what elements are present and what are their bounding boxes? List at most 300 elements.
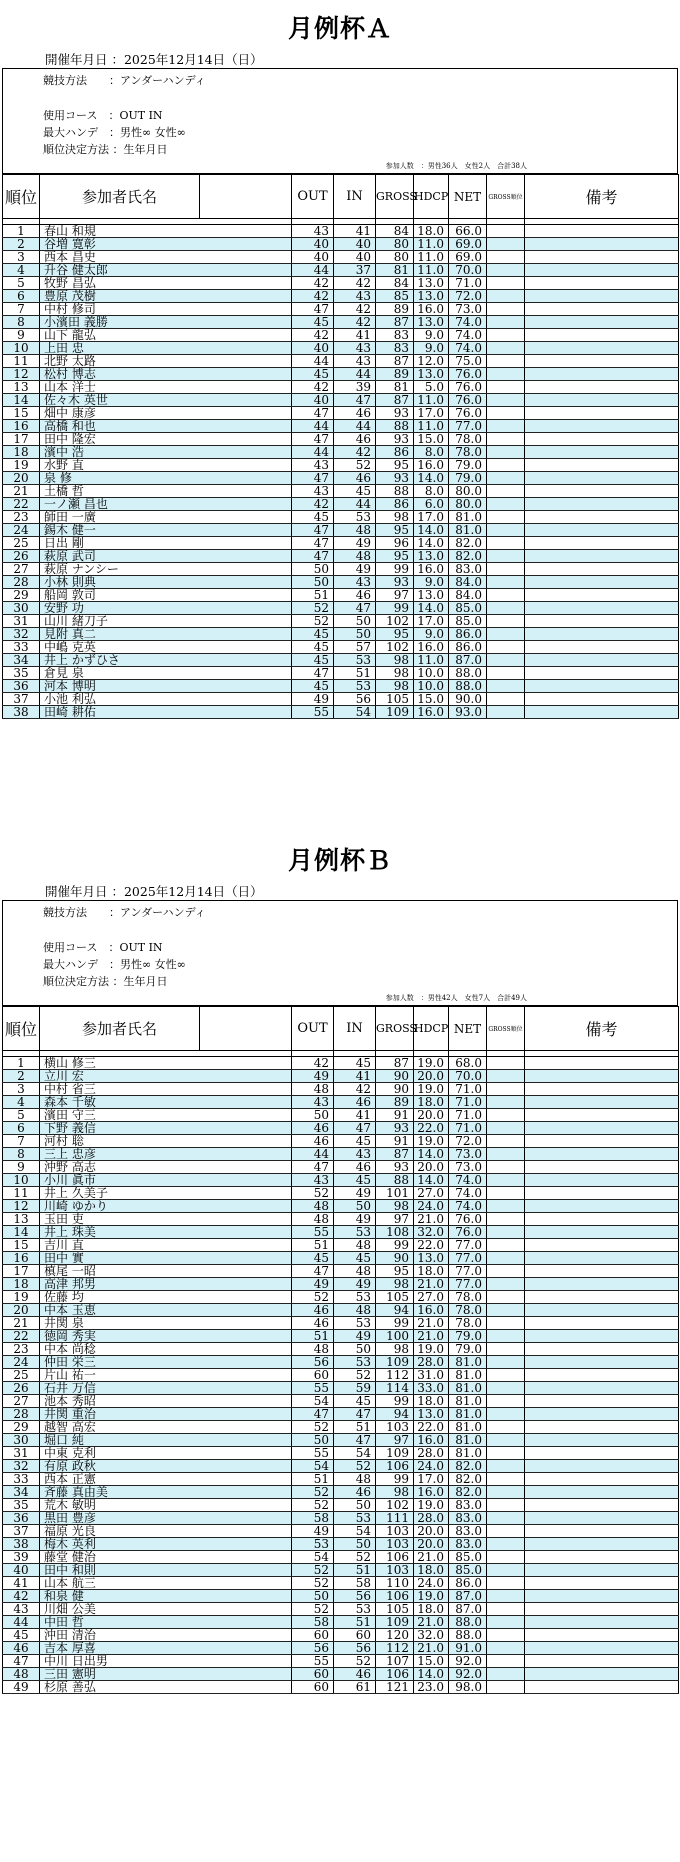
rank-cell: 15 — [3, 407, 40, 420]
gross-rank-cell — [487, 1408, 525, 1421]
gross-rank-cell — [487, 524, 525, 537]
table-row — [3, 1083, 679, 1096]
in-cell: 44 — [334, 498, 376, 511]
hdcp-cell: 22.0 — [414, 1239, 449, 1252]
name-extra-cell — [200, 459, 292, 472]
hdcp-cell: 22.0 — [414, 1122, 449, 1135]
in-cell: 45 — [334, 1395, 376, 1408]
max-handicap: 最大ハンデ ：男性∞ 女性∞ — [43, 958, 186, 971]
out-cell: 46 — [292, 1135, 334, 1148]
rank-cell: 11 — [3, 355, 40, 368]
hdcp-cell: 24.0 — [414, 1577, 449, 1590]
name-cell: 錫木 健一 — [40, 524, 200, 537]
remarks-cell — [525, 1538, 679, 1551]
gross-rank-cell — [487, 420, 525, 433]
out-cell: 55 — [292, 1382, 334, 1395]
name-cell: 船岡 敦司 — [40, 589, 200, 602]
gross-rank-cell — [487, 316, 525, 329]
table-row — [3, 1187, 679, 1200]
table-row — [3, 511, 679, 524]
hdcp-cell: 11.0 — [414, 238, 449, 251]
gross-rank-cell — [487, 1213, 525, 1226]
rank-cell: 45 — [3, 1629, 40, 1642]
out-cell: 51 — [292, 589, 334, 602]
name-cell: 中村 省三 — [40, 1083, 200, 1096]
table-row — [3, 1135, 679, 1148]
rank-cell: 20 — [3, 1304, 40, 1317]
in-cell: 45 — [334, 1135, 376, 1148]
rank-cell: 4 — [3, 264, 40, 277]
net-cell: 77.0 — [449, 1265, 487, 1278]
hdcp-cell: 23.0 — [414, 1681, 449, 1694]
name-cell: 中川 日出男 — [40, 1655, 200, 1668]
name-extra-cell — [200, 1317, 292, 1330]
gross-rank-cell — [487, 1655, 525, 1668]
gross-rank-cell — [487, 1551, 525, 1564]
name-cell: 小池 利弘 — [40, 693, 200, 706]
table-row — [3, 1109, 679, 1122]
name-cell: 吉本 厚喜 — [40, 1642, 200, 1655]
remarks-cell — [525, 459, 679, 472]
gross-cell: 80 — [376, 251, 414, 264]
out-cell: 47 — [292, 524, 334, 537]
remarks-cell — [525, 1590, 679, 1603]
gross-cell: 98 — [376, 1200, 414, 1213]
hdcp-cell: 14.0 — [414, 1174, 449, 1187]
gross-rank-cell — [487, 1473, 525, 1486]
in-cell: 53 — [334, 1356, 376, 1369]
in-cell: 41 — [334, 225, 376, 238]
gross-cell: 109 — [376, 706, 414, 719]
rank-cell: 15 — [3, 1239, 40, 1252]
net-cell: 85.0 — [449, 615, 487, 628]
in-cell: 47 — [334, 602, 376, 615]
rank-cell: 1 — [3, 225, 40, 238]
gross-rank-cell — [487, 1226, 525, 1239]
in-cell: 53 — [334, 511, 376, 524]
remarks-cell — [525, 433, 679, 446]
remarks-cell — [525, 1239, 679, 1252]
name-cell: 佐々木 英世 — [40, 394, 200, 407]
table-row — [3, 537, 679, 550]
gross-cell: 87 — [376, 394, 414, 407]
in-cell: 50 — [334, 628, 376, 641]
name-extra-cell — [200, 1109, 292, 1122]
rank-cell: 6 — [3, 290, 40, 303]
hdcp-cell: 9.0 — [414, 342, 449, 355]
name-cell: 萩原 武司 — [40, 550, 200, 563]
name-extra-cell — [200, 355, 292, 368]
out-cell: 45 — [292, 628, 334, 641]
header-rank: 順位 — [3, 175, 40, 219]
gross-rank-cell — [487, 1564, 525, 1577]
course-used: 使用コース ：OUT IN — [43, 941, 163, 954]
net-cell: 98.0 — [449, 1681, 487, 1694]
gross-cell: 83 — [376, 342, 414, 355]
gross-rank-cell — [487, 576, 525, 589]
remarks-cell — [525, 1200, 679, 1213]
remarks-cell — [525, 342, 679, 355]
gross-cell: 106 — [376, 1668, 414, 1681]
gross-rank-cell — [487, 1525, 525, 1538]
rank-cell: 38 — [3, 706, 40, 719]
name-extra-cell — [200, 1213, 292, 1226]
hdcp-cell: 16.0 — [414, 459, 449, 472]
hdcp-cell: 14.0 — [414, 537, 449, 550]
net-cell: 83.0 — [449, 563, 487, 576]
hdcp-cell: 18.0 — [414, 1096, 449, 1109]
name-cell: 中本 尚稔 — [40, 1343, 200, 1356]
name-cell: 有原 政秋 — [40, 1460, 200, 1473]
gross-cell: 98 — [376, 1278, 414, 1291]
order-rule: 順位決定方法 ：生年月日 — [43, 975, 168, 988]
table-row — [3, 225, 679, 238]
name-extra-cell — [200, 1200, 292, 1213]
net-cell: 83.0 — [449, 1538, 487, 1551]
gross-cell: 99 — [376, 1395, 414, 1408]
gross-cell: 89 — [376, 1096, 414, 1109]
table-row — [3, 1252, 679, 1265]
name-cell: 小川 眞市 — [40, 1174, 200, 1187]
in-cell: 42 — [334, 303, 376, 316]
name-extra-cell — [200, 1655, 292, 1668]
out-cell: 47 — [292, 303, 334, 316]
out-cell: 45 — [292, 680, 334, 693]
course-used: 使用コース ：OUT IN — [43, 109, 163, 122]
in-cell: 48 — [334, 1265, 376, 1278]
name-extra-cell — [200, 1239, 292, 1252]
name-cell: 安野 功 — [40, 602, 200, 615]
gross-cell: 83 — [376, 329, 414, 342]
table-row — [3, 1499, 679, 1512]
net-cell: 72.0 — [449, 1135, 487, 1148]
rank-cell: 22 — [3, 498, 40, 511]
out-cell: 52 — [292, 615, 334, 628]
hdcp-cell: 19.0 — [414, 1590, 449, 1603]
hdcp-cell: 12.0 — [414, 355, 449, 368]
gross-cell: 88 — [376, 1174, 414, 1187]
gross-rank-cell — [487, 1499, 525, 1512]
table-row — [3, 264, 679, 277]
gross-rank-cell — [487, 1083, 525, 1096]
rank-cell: 23 — [3, 1343, 40, 1356]
gross-rank-cell — [487, 680, 525, 693]
gross-rank-cell — [487, 1252, 525, 1265]
hdcp-cell: 13.0 — [414, 589, 449, 602]
hdcp-cell: 20.0 — [414, 1525, 449, 1538]
table-row — [3, 1161, 679, 1174]
out-cell: 42 — [292, 1057, 334, 1070]
out-cell: 50 — [292, 1434, 334, 1447]
gross-rank-cell — [487, 563, 525, 576]
name-extra-cell — [200, 1265, 292, 1278]
name-cell: 中本 玉恵 — [40, 1304, 200, 1317]
remarks-cell — [525, 251, 679, 264]
rank-cell: 42 — [3, 1590, 40, 1603]
gross-cell: 81 — [376, 264, 414, 277]
name-extra-cell — [200, 225, 292, 238]
gross-cell: 111 — [376, 1512, 414, 1525]
gross-cell: 98 — [376, 1343, 414, 1356]
net-cell: 76.0 — [449, 368, 487, 381]
rank-cell: 30 — [3, 1434, 40, 1447]
out-cell: 47 — [292, 1161, 334, 1174]
name-extra-cell — [200, 1512, 292, 1525]
gross-cell: 108 — [376, 1226, 414, 1239]
out-cell: 43 — [292, 1174, 334, 1187]
in-cell: 48 — [334, 550, 376, 563]
out-cell: 44 — [292, 264, 334, 277]
net-cell: 79.0 — [449, 1343, 487, 1356]
out-cell: 47 — [292, 550, 334, 563]
gross-cell: 114 — [376, 1382, 414, 1395]
in-cell: 47 — [334, 394, 376, 407]
hdcp-cell: 8.0 — [414, 446, 449, 459]
gross-rank-cell — [487, 1057, 525, 1070]
table-row — [3, 433, 679, 446]
rank-cell: 28 — [3, 576, 40, 589]
rank-cell: 19 — [3, 1291, 40, 1304]
hdcp-cell: 15.0 — [414, 1655, 449, 1668]
name-cell: 中東 克利 — [40, 1447, 200, 1460]
net-cell: 76.0 — [449, 407, 487, 420]
net-cell: 93.0 — [449, 706, 487, 719]
net-cell: 73.0 — [449, 1148, 487, 1161]
name-cell: 斉藤 真由美 — [40, 1486, 200, 1499]
out-cell: 49 — [292, 693, 334, 706]
table-row — [3, 1200, 679, 1213]
rank-cell: 24 — [3, 524, 40, 537]
name-cell: 福原 光良 — [40, 1525, 200, 1538]
gross-cell: 96 — [376, 537, 414, 550]
rank-cell: 34 — [3, 654, 40, 667]
participant-counts: 参加人数 ：男性36人 女性2人 合計38人 — [385, 162, 527, 170]
table-row — [3, 342, 679, 355]
hdcp-cell: 20.0 — [414, 1538, 449, 1551]
out-cell: 48 — [292, 1343, 334, 1356]
gross-cell: 84 — [376, 225, 414, 238]
rank-cell: 9 — [3, 1161, 40, 1174]
net-cell: 78.0 — [449, 1291, 487, 1304]
gross-cell: 90 — [376, 1083, 414, 1096]
remarks-cell — [525, 1447, 679, 1460]
out-cell: 46 — [292, 1317, 334, 1330]
name-cell: 北野 太路 — [40, 355, 200, 368]
gross-rank-cell — [487, 615, 525, 628]
out-cell: 60 — [292, 1681, 334, 1694]
out-cell: 52 — [292, 1421, 334, 1434]
in-cell: 53 — [334, 1317, 376, 1330]
remarks-cell — [525, 446, 679, 459]
out-cell: 46 — [292, 1304, 334, 1317]
net-cell: 78.0 — [449, 1317, 487, 1330]
net-cell: 82.0 — [449, 537, 487, 550]
gross-cell: 98 — [376, 680, 414, 693]
hdcp-cell: 11.0 — [414, 654, 449, 667]
out-cell: 44 — [292, 1148, 334, 1161]
table-row — [3, 1577, 679, 1590]
gross-cell: 87 — [376, 355, 414, 368]
hdcp-cell: 20.0 — [414, 1070, 449, 1083]
in-cell: 60 — [334, 1629, 376, 1642]
table-row — [3, 316, 679, 329]
net-cell: 74.0 — [449, 329, 487, 342]
in-cell: 44 — [334, 368, 376, 381]
remarks-cell — [525, 654, 679, 667]
rank-cell: 9 — [3, 329, 40, 342]
hdcp-cell: 5.0 — [414, 381, 449, 394]
net-cell: 73.0 — [449, 1161, 487, 1174]
gross-cell: 86 — [376, 446, 414, 459]
net-cell: 76.0 — [449, 1213, 487, 1226]
remarks-cell — [525, 1109, 679, 1122]
hdcp-cell: 22.0 — [414, 1421, 449, 1434]
gross-rank-cell — [487, 1174, 525, 1187]
table-row — [3, 290, 679, 303]
name-extra-cell — [200, 1577, 292, 1590]
header-hdcp: HDCP — [414, 175, 449, 219]
remarks-cell — [525, 1564, 679, 1577]
name-extra-cell — [200, 381, 292, 394]
remarks-cell — [525, 1083, 679, 1096]
net-cell: 76.0 — [449, 381, 487, 394]
name-extra-cell — [200, 485, 292, 498]
name-extra-cell — [200, 329, 292, 342]
rank-cell: 37 — [3, 693, 40, 706]
rank-cell: 30 — [3, 602, 40, 615]
in-cell: 52 — [334, 1369, 376, 1382]
net-cell: 88.0 — [449, 1629, 487, 1642]
out-cell: 42 — [292, 329, 334, 342]
in-cell: 46 — [334, 472, 376, 485]
name-cell: 井関 泉 — [40, 1317, 200, 1330]
net-cell: 79.0 — [449, 459, 487, 472]
table-row — [3, 1590, 679, 1603]
name-extra-cell — [200, 342, 292, 355]
remarks-cell — [525, 1135, 679, 1148]
name-cell: 師田 一廣 — [40, 511, 200, 524]
gross-rank-cell — [487, 537, 525, 550]
gross-rank-cell — [487, 1642, 525, 1655]
max-handicap: 最大ハンデ ：男性∞ 女性∞ — [43, 126, 186, 139]
in-cell: 37 — [334, 264, 376, 277]
in-cell: 43 — [334, 290, 376, 303]
gross-rank-cell — [487, 1616, 525, 1629]
gross-rank-cell — [487, 1109, 525, 1122]
table-row — [3, 1343, 679, 1356]
name-cell: 高橋 和也 — [40, 420, 200, 433]
remarks-cell — [525, 368, 679, 381]
gross-rank-cell — [487, 550, 525, 563]
header-gross: GROSS — [376, 1007, 414, 1051]
hdcp-cell: 14.0 — [414, 602, 449, 615]
table-row — [3, 1096, 679, 1109]
competition-method: 競技方法 ：アンダーハンディ — [43, 906, 206, 919]
name-cell: 槙尾 一昭 — [40, 1265, 200, 1278]
table-row — [3, 1239, 679, 1252]
gross-cell: 95 — [376, 459, 414, 472]
net-cell: 81.0 — [449, 1369, 487, 1382]
in-cell: 45 — [334, 1252, 376, 1265]
rank-cell: 3 — [3, 251, 40, 264]
table-row — [3, 1629, 679, 1642]
table-row — [3, 1226, 679, 1239]
rank-cell: 31 — [3, 615, 40, 628]
out-cell: 42 — [292, 277, 334, 290]
net-cell: 85.0 — [449, 602, 487, 615]
hdcp-cell: 27.0 — [414, 1187, 449, 1200]
net-cell: 81.0 — [449, 1447, 487, 1460]
out-cell: 40 — [292, 238, 334, 251]
remarks-cell — [525, 537, 679, 550]
gross-rank-cell — [487, 238, 525, 251]
in-cell: 48 — [334, 1239, 376, 1252]
name-extra-cell — [200, 1395, 292, 1408]
in-cell: 54 — [334, 1447, 376, 1460]
table-row — [3, 615, 679, 628]
out-cell: 45 — [292, 368, 334, 381]
remarks-cell — [525, 1265, 679, 1278]
in-cell: 53 — [334, 1291, 376, 1304]
net-cell: 86.0 — [449, 1577, 487, 1590]
out-cell: 47 — [292, 537, 334, 550]
table-row — [3, 667, 679, 680]
net-cell: 72.0 — [449, 290, 487, 303]
out-cell: 60 — [292, 1668, 334, 1681]
table-row — [3, 407, 679, 420]
gross-cell: 95 — [376, 1265, 414, 1278]
gross-rank-cell — [487, 1356, 525, 1369]
name-cell: 倉見 泉 — [40, 667, 200, 680]
rank-cell: 27 — [3, 563, 40, 576]
hdcp-cell: 21.0 — [414, 1551, 449, 1564]
gross-rank-cell — [487, 329, 525, 342]
hdcp-cell: 28.0 — [414, 1512, 449, 1525]
in-cell: 45 — [334, 1174, 376, 1187]
in-cell: 52 — [334, 1460, 376, 1473]
in-cell: 51 — [334, 1421, 376, 1434]
in-cell: 46 — [334, 433, 376, 446]
out-cell: 48 — [292, 1083, 334, 1096]
header-rank: 順位 — [3, 1007, 40, 1051]
table-row — [3, 498, 679, 511]
net-cell: 68.0 — [449, 1057, 487, 1070]
gross-rank-cell — [487, 1070, 525, 1083]
gross-rank-cell — [487, 1447, 525, 1460]
name-extra-cell — [200, 1447, 292, 1460]
remarks-cell — [525, 615, 679, 628]
gross-rank-cell — [487, 628, 525, 641]
name-cell: 山本 航三 — [40, 1577, 200, 1590]
name-cell: 川畑 公美 — [40, 1603, 200, 1616]
remarks-cell — [525, 316, 679, 329]
out-cell: 43 — [292, 225, 334, 238]
hdcp-cell: 18.0 — [414, 1265, 449, 1278]
in-cell: 42 — [334, 277, 376, 290]
remarks-cell — [525, 264, 679, 277]
event-date: 開催年月日 ：2025年12月14日（日） — [45, 884, 263, 899]
gross-rank-cell — [487, 511, 525, 524]
remarks-cell — [525, 1616, 679, 1629]
out-cell: 58 — [292, 1616, 334, 1629]
gross-rank-cell — [487, 1382, 525, 1395]
net-cell: 80.0 — [449, 498, 487, 511]
name-extra-cell — [200, 537, 292, 550]
net-cell: 73.0 — [449, 303, 487, 316]
hdcp-cell: 17.0 — [414, 1473, 449, 1486]
name-cell: 山本 洋士 — [40, 381, 200, 394]
rank-cell: 28 — [3, 1408, 40, 1421]
